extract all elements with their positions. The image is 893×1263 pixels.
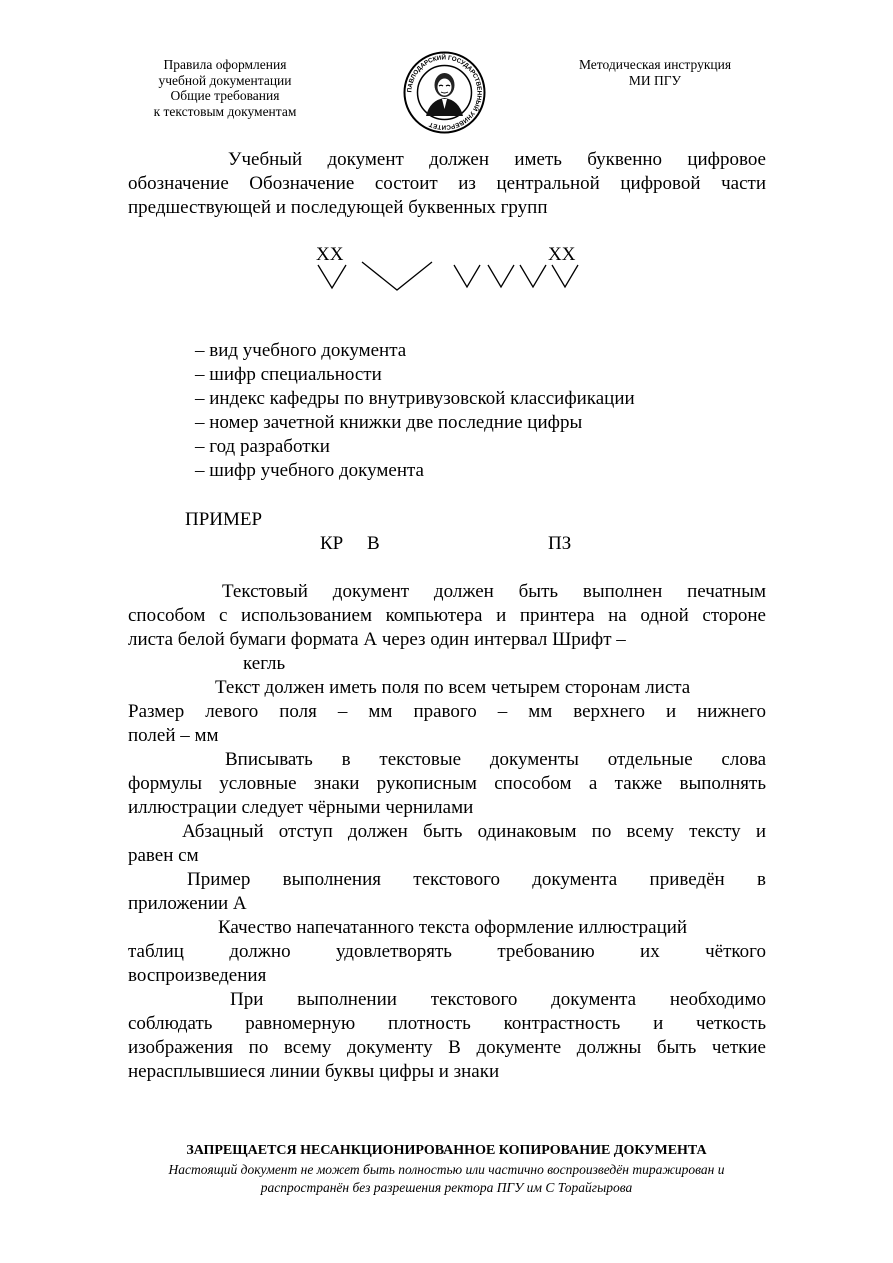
- footer-note: [0, 1161, 893, 1197]
- footer-note-line: распространён без разрешения ректора ПГУ им С Торайгырова: [260, 1180, 633, 1195]
- intro-line: предшествующей и последующей буквенных групп: [128, 197, 548, 218]
- header-left-line: к текстовым документам: [153, 103, 297, 119]
- list-item: – номер зачетной книжки две последние цифры: [195, 412, 583, 433]
- header-left-line: Правила оформления: [163, 57, 287, 72]
- list-item: – год разработки: [195, 436, 330, 457]
- paragraph-line: кегль: [243, 653, 286, 674]
- example-label: ПРИМЕР: [185, 509, 263, 530]
- example-code-kr: КР: [320, 533, 344, 554]
- footer-copy-warning: ЗАПРЕЩАЕТСЯ НЕСАНКЦИОНИРОВАННОЕ КОПИРОВАНИЕ ДОКУМЕНТА: [186, 1143, 707, 1158]
- list-item: – индекс кафедры по внутривузовской классификации: [195, 388, 635, 409]
- intro-line: Учебный документ должен иметь буквенно цифровое: [228, 149, 766, 170]
- paragraph-line: Вписывать в текстовые документы отдельные слова: [225, 749, 766, 770]
- example-code-pz: ПЗ: [548, 533, 572, 554]
- paragraph-line: Пример выполнения текстового документа приведён в: [187, 869, 766, 890]
- list-item: – шифр учебного документа: [195, 460, 424, 481]
- paragraph-line: Качество напечатанного текста оформление иллюстраций: [218, 917, 688, 938]
- footer-note-line: Настоящий документ не может быть полностью или частично воспроизведён тиражирован и: [168, 1162, 725, 1177]
- paragraph-line: Текст должен иметь поля по всем четырем сторонам листа: [215, 677, 691, 698]
- example-code-v: В: [367, 533, 380, 554]
- list-item: – шифр специальности: [195, 364, 382, 385]
- paragraph-line: При выполнении текстового документа необходимо: [230, 989, 766, 1010]
- paragraph-line: Размер левого поля – мм правого – мм верхнего и нижнего: [128, 701, 766, 722]
- paragraph-line: Текстовый документ должен быть выполнен печатным: [222, 581, 766, 602]
- paragraph-line: изображения по всему документу В документе должны быть четкие: [128, 1037, 766, 1058]
- seal-text: ПАВЛОДАРСКИЙ ГОСУДАРСТВЕННЫЙ УНИВЕРСИТЕТ: [406, 54, 483, 131]
- paragraph-line: равен см: [128, 845, 199, 866]
- scheme-left-code: XX: [316, 244, 344, 265]
- paragraph-line: воспроизведения: [128, 965, 267, 986]
- paragraph-line: способом с использованием компьютера и принтера на одной стороне: [128, 605, 766, 626]
- paragraph-line: соблюдать равномерную плотность контрастность и четкость: [128, 1013, 766, 1034]
- header-left-line: учебной документации: [158, 72, 292, 88]
- paragraph-line: таблиц должно удовлетворять требованию их чёткого: [128, 941, 766, 962]
- paragraph-line: приложении А: [128, 893, 247, 914]
- scheme-right-code: XX: [548, 244, 576, 265]
- paragraph-line: Абзацный отступ должен быть одинаковым по всему тексту и: [182, 821, 766, 842]
- paragraph-line: формулы условные знаки рукописным способом а также выполнять: [128, 773, 766, 794]
- header-right-line: Методическая инструкция: [578, 57, 732, 72]
- paragraph-line: листа белой бумаги формата А через один интервал Шрифт –: [128, 629, 626, 650]
- paragraph-line: полей – мм: [128, 725, 219, 746]
- paragraph-line: иллюстрации следует чёрными чернилами: [128, 797, 474, 818]
- header-left-line: Общие требования: [170, 88, 280, 103]
- list-item: – вид учебного документа: [195, 340, 407, 361]
- paragraph-line: нерасплывшиеся линии буквы цифры и знаки: [128, 1061, 500, 1082]
- header-right-line: МИ ПГУ: [628, 72, 682, 88]
- intro-line: обозначение Обозначение состоит из центральной цифровой части: [128, 173, 766, 194]
